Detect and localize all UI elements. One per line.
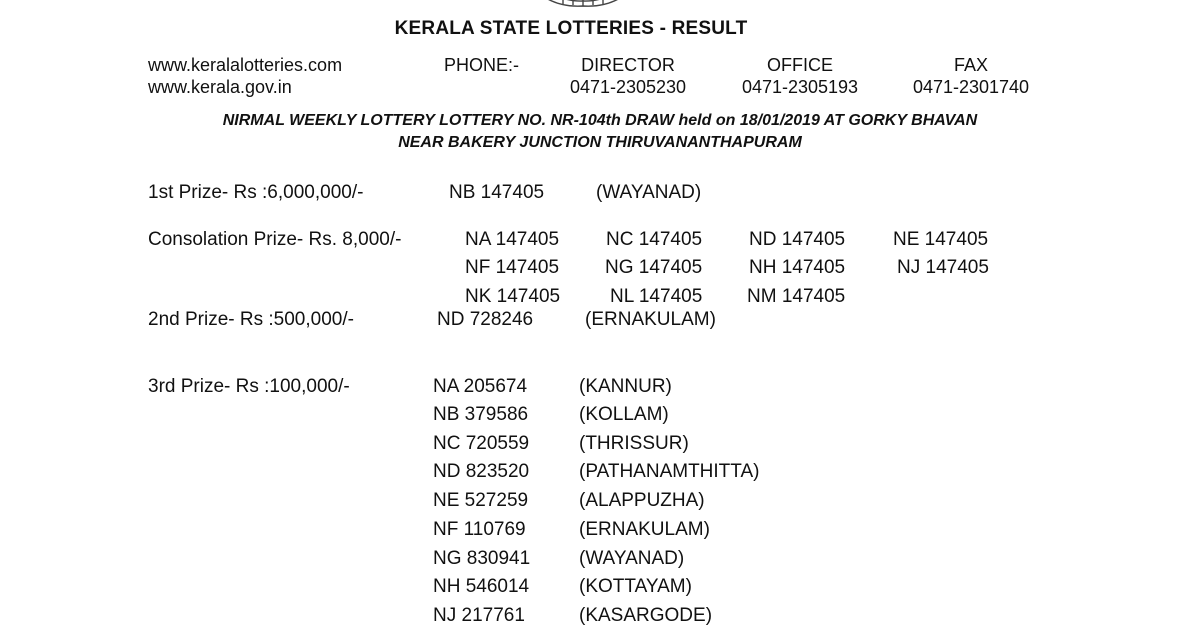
- first-prize-place: (WAYANAD): [596, 182, 702, 203]
- draw-info-line: NIRMAL WEEKLY LOTTERY LOTTERY NO. NR-104th DRAW held on 18/01/2019 AT GORKY BHAVAN: [222, 112, 978, 129]
- third-prize-ticket: NG 830941: [433, 548, 531, 569]
- first-prize-label: 1st Prize- Rs :6,000,000/-: [148, 182, 364, 203]
- third-prize-place: (ALAPPUZHA): [579, 490, 705, 511]
- third-prize-ticket: NB 379586: [433, 404, 529, 425]
- consolation-ticket: NK 147405: [465, 286, 561, 307]
- third-prize-label: 3rd Prize- Rs :100,000/-: [148, 376, 350, 397]
- draw-venue-line: NEAR BAKERY JUNCTION THIRUVANANTHAPURAM: [398, 134, 802, 151]
- second-prize-ticket: ND 728246: [437, 309, 534, 330]
- consolation-ticket: NM 147405: [747, 286, 846, 307]
- fax-label: FAX: [953, 55, 988, 75]
- director-label: DIRECTOR: [581, 55, 675, 75]
- third-prize-place: (THRISSUR): [579, 433, 689, 454]
- third-prize-ticket: NE 527259: [433, 490, 529, 511]
- consolation-ticket: NE 147405: [893, 229, 989, 250]
- consolation-prize-label: Consolation Prize- Rs. 8,000/-: [148, 229, 402, 250]
- director-phone: 0471-2305230: [569, 77, 687, 97]
- consolation-ticket: NJ 147405: [897, 257, 989, 278]
- second-prize-label: 2nd Prize- Rs :500,000/-: [148, 309, 354, 330]
- third-prize-ticket: NJ 217761: [433, 605, 525, 626]
- office-phone: 0471-2305193: [741, 77, 859, 97]
- second-prize-place: (ERNAKULAM): [585, 309, 716, 330]
- consolation-ticket: NC 147405: [606, 229, 703, 250]
- fax-number: 0471-2301740: [912, 77, 1030, 97]
- consolation-ticket: NA 147405: [465, 229, 560, 250]
- third-prize-place: (ERNAKULAM): [579, 519, 710, 540]
- third-prize-place: (KASARGODE): [579, 605, 713, 626]
- website-link[interactable]: www.kerala.gov.in: [148, 77, 292, 97]
- third-prize-place: (KOLLAM): [579, 404, 669, 425]
- third-prize-ticket: NH 546014: [433, 576, 530, 597]
- page-title: KERALA STATE LOTTERIES - RESULT: [394, 18, 748, 39]
- third-prize-place: (KOTTAYAM): [579, 576, 692, 597]
- third-prize-ticket: NF 110769: [433, 519, 526, 540]
- third-prize-ticket: NC 720559: [433, 433, 530, 454]
- consolation-ticket: NF 147405: [465, 257, 560, 278]
- website-link[interactable]: www.keralalotteries.com: [148, 55, 343, 75]
- state-emblem-icon: [523, 0, 643, 10]
- office-label: OFFICE: [767, 55, 833, 75]
- third-prize-place: (WAYANAD): [579, 548, 685, 569]
- consolation-ticket: NH 147405: [749, 257, 846, 278]
- consolation-ticket: NL 147405: [610, 286, 703, 307]
- phone-label: PHONE:-: [444, 55, 520, 75]
- third-prize-place: (KANNUR): [579, 376, 672, 397]
- consolation-ticket: NG 147405: [605, 257, 703, 278]
- third-prize-place: (PATHANAMTHITTA): [579, 461, 760, 482]
- third-prize-ticket: NA 205674: [433, 376, 528, 397]
- consolation-ticket: ND 147405: [749, 229, 846, 250]
- first-prize-ticket: NB 147405: [449, 182, 545, 203]
- third-prize-ticket: ND 823520: [433, 461, 530, 482]
